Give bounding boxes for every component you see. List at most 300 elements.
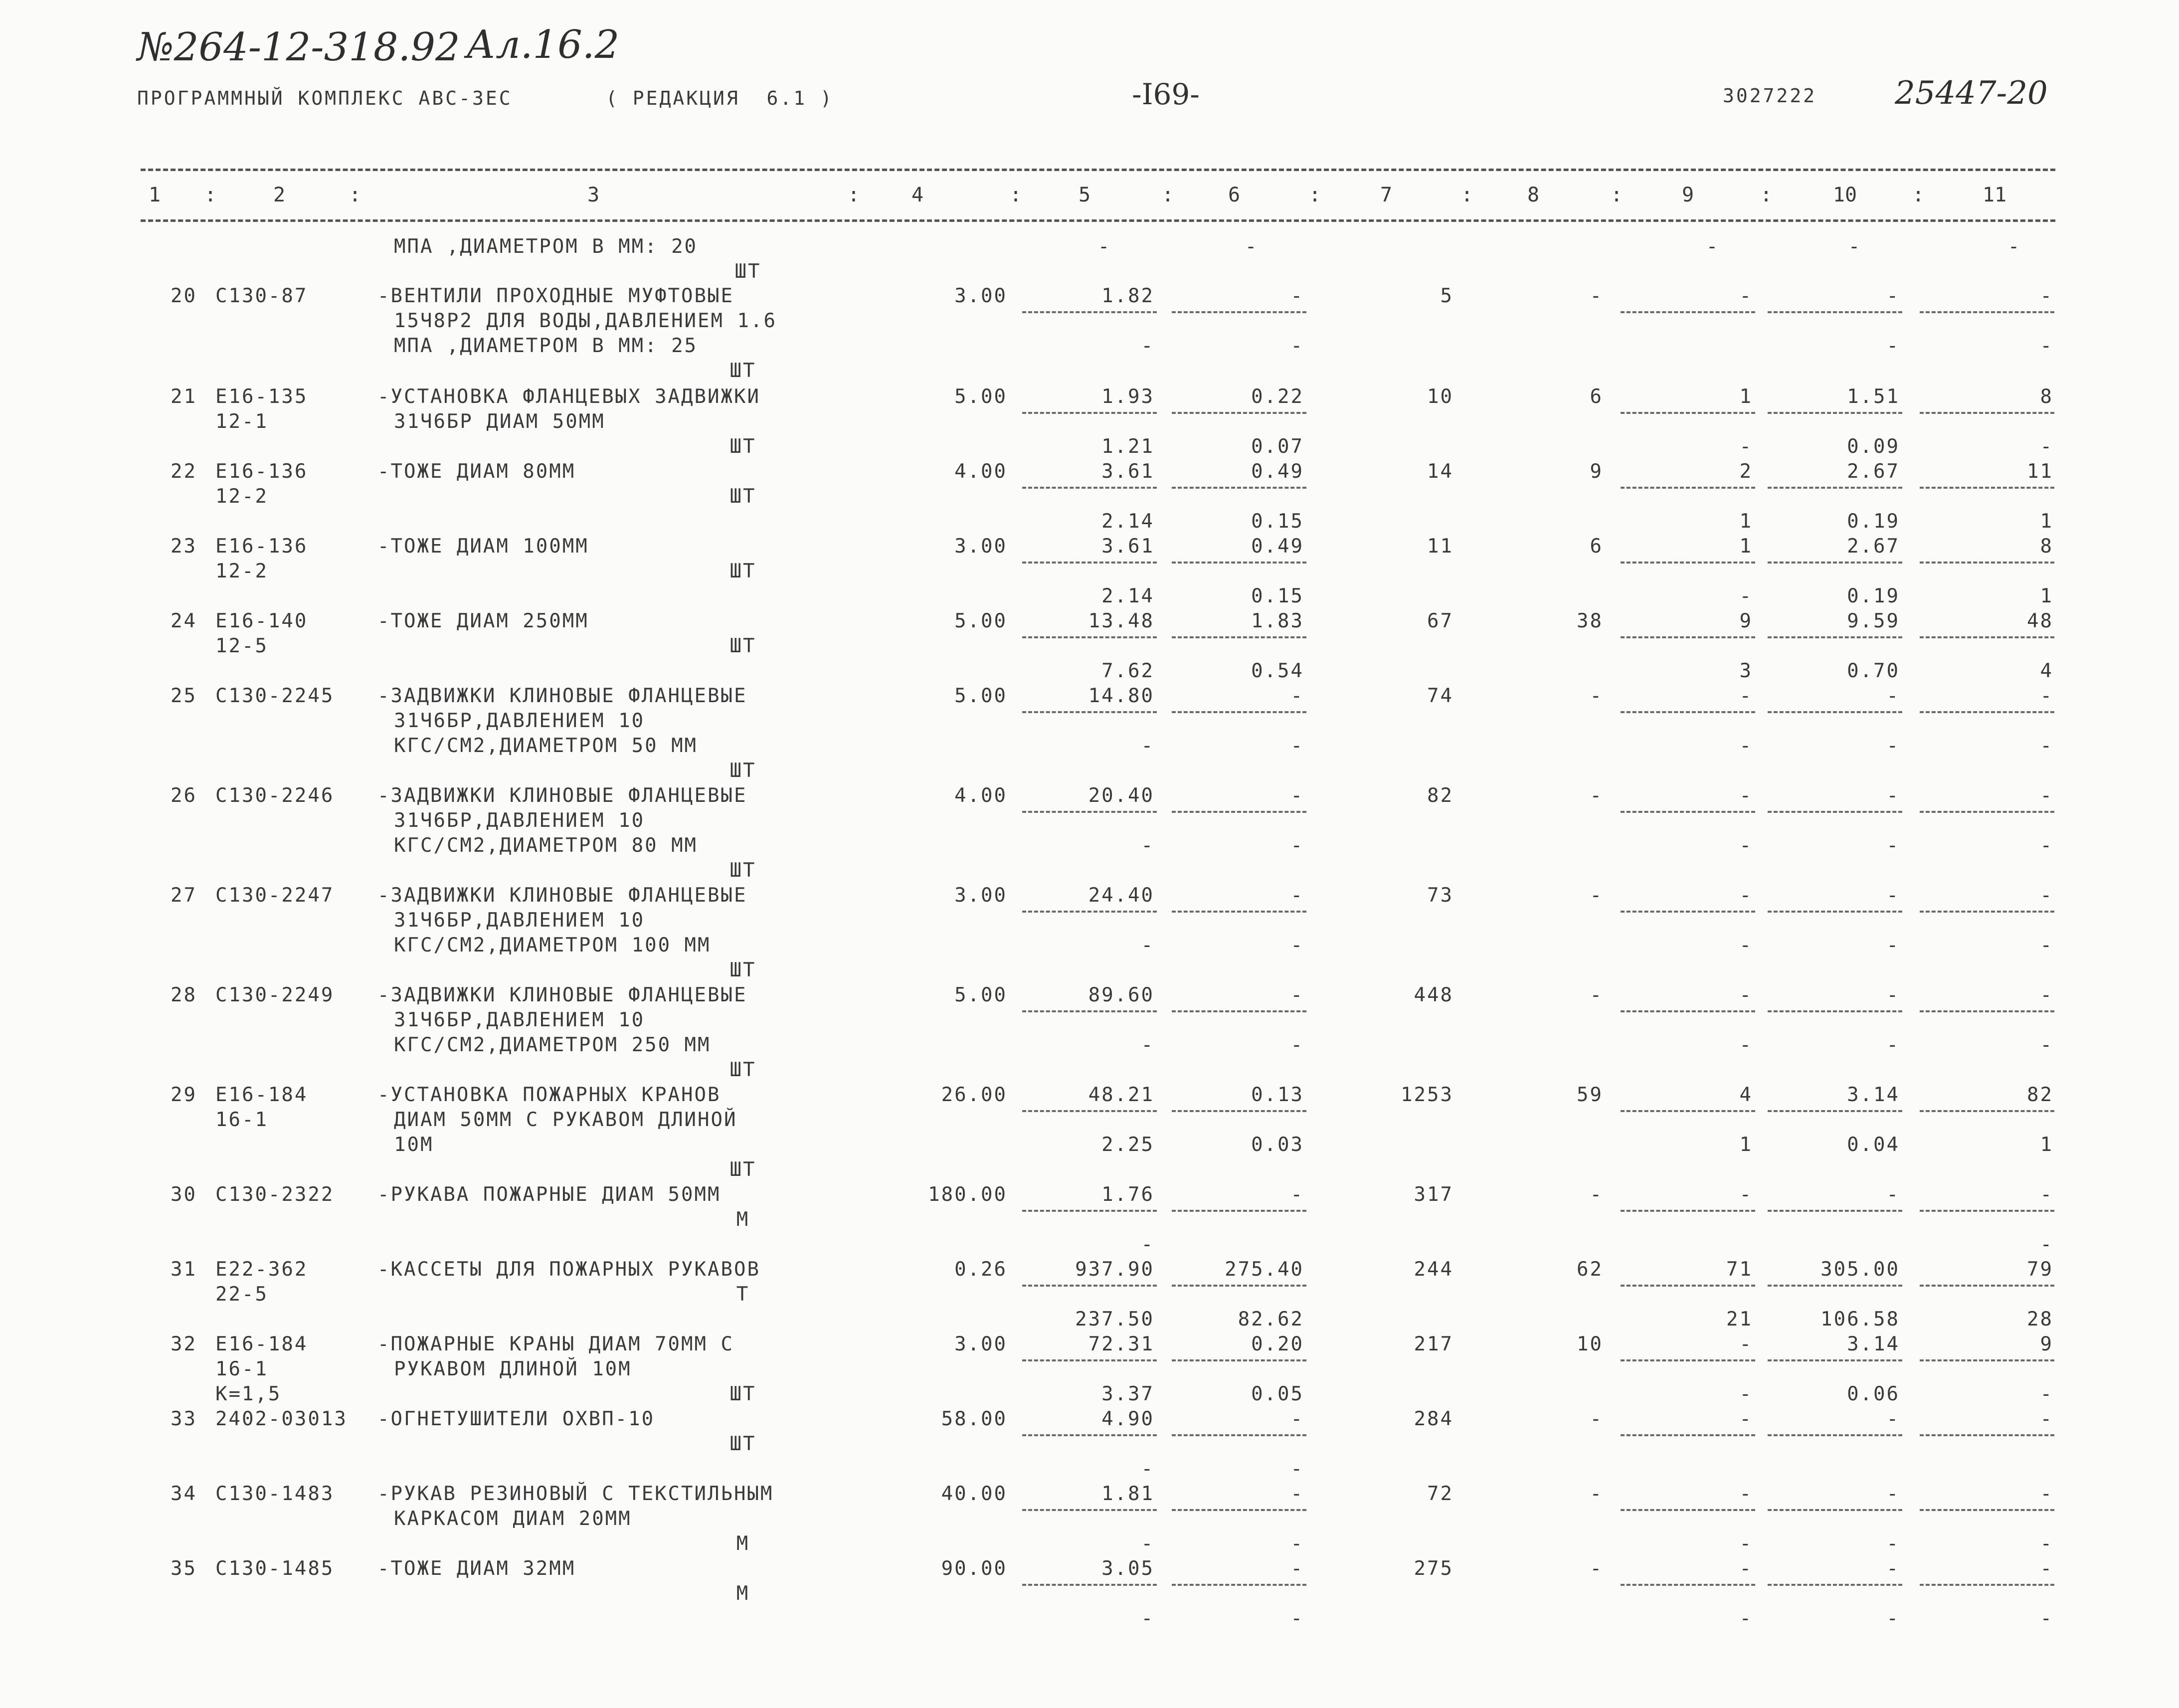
cell-col8-total: - [1590, 784, 1603, 807]
column-separator: : [1760, 184, 1773, 206]
item-code-subline: 12-2 [215, 560, 268, 582]
cell-col10-wage: - [1886, 934, 1900, 956]
subtotal-divider [1621, 811, 1755, 813]
item-number: 34 [171, 1483, 197, 1505]
item-code: С130-87 [215, 285, 308, 307]
cell-col9-total: 1 [1739, 385, 1753, 408]
cell-col6-wage: 0.15 [1251, 585, 1304, 607]
cell-col11-total: - [2040, 884, 2053, 907]
item-unit: Т [736, 1283, 750, 1306]
column-header-10: 10 [1832, 184, 1857, 206]
subtotal-divider [1920, 1509, 2054, 1511]
cell-col9-wage: - [1739, 435, 1753, 458]
cell-col5-wage: 1.21 [1101, 435, 1154, 458]
subtotal-divider [1621, 1285, 1755, 1287]
cell-col8-total: 38 [1577, 610, 1603, 632]
cell-col5-wage: - [1141, 1034, 1154, 1056]
item-number: 35 [171, 1557, 197, 1580]
subtotal-divider [1768, 1010, 1902, 1012]
item-description-line: КГС/СМ2,ДИАМЕТРОМ 100 ММ [394, 934, 711, 956]
cell-col6-wage: - [1290, 834, 1304, 857]
cell-col11-wage: - [2040, 1233, 2053, 1256]
item-description-line: -ЗАДВИЖКИ КЛИНОВЫЕ ФЛАНЦЕВЫЕ [377, 685, 747, 707]
cell-col10-total: - [1886, 1483, 1900, 1505]
item-description-line: -ТОЖЕ ДИАМ 100ММ [377, 535, 589, 558]
cell-col4-quantity: 0.26 [954, 1258, 1007, 1281]
cell-col5-wage: - [1141, 934, 1154, 956]
cell-col6-unit-cost: 0.49 [1251, 535, 1304, 558]
cell-col9-wage: - [1706, 235, 1720, 258]
subtotal-divider [1172, 711, 1306, 713]
cell-col4-quantity: 3.00 [954, 535, 1007, 558]
item-number: 26 [171, 784, 197, 807]
cell-col9-wage: - [1739, 834, 1753, 857]
cell-col9-total: - [1739, 784, 1753, 807]
cell-col5-unit-cost: 1.76 [1101, 1183, 1154, 1206]
item-description-line: 15Ч8Р2 ДЛЯ ВОДЫ,ДАВЛЕНИЕМ 1.6 [394, 310, 777, 332]
column-header-7: 7 [1380, 184, 1393, 206]
column-separator: : [1912, 184, 1925, 206]
cell-col10-wage: 0.19 [1847, 585, 1900, 607]
cell-col10-wage: - [1886, 735, 1900, 757]
cell-col10-total: - [1886, 1557, 1900, 1580]
cell-col7-total: 67 [1427, 610, 1453, 632]
cell-col10-total: 1.51 [1847, 385, 1900, 408]
item-unit: ШТ [729, 859, 756, 882]
cell-col7-total: 82 [1427, 784, 1453, 807]
item-code-subline: 12-2 [215, 485, 268, 508]
item-description-line: -ТОЖЕ ДИАМ 32ММ [377, 1557, 576, 1580]
cell-col6-unit-cost: 0.20 [1251, 1333, 1304, 1355]
cell-col9-wage: 1 [1739, 510, 1753, 533]
cell-col9-wage: 21 [1726, 1308, 1753, 1330]
cell-col5-unit-cost: 1.81 [1101, 1483, 1154, 1505]
cell-col9-total: 9 [1739, 610, 1753, 632]
subtotal-divider [1022, 811, 1157, 813]
cell-col10-total: 2.67 [1847, 460, 1900, 483]
item-code: С130-2322 [215, 1183, 335, 1206]
subtotal-divider [1621, 1434, 1755, 1436]
cell-col8-total: 6 [1590, 385, 1603, 408]
cell-col9-total: - [1739, 1408, 1753, 1430]
cell-col11-wage: - [2040, 1383, 2053, 1405]
cell-col4-quantity: 5.00 [954, 685, 1007, 707]
subtotal-divider [1768, 911, 1902, 913]
item-code-subline: 16-1 [215, 1358, 268, 1380]
cell-col9-total: - [1739, 884, 1753, 907]
cell-col6-unit-cost: - [1290, 984, 1304, 1006]
subtotal-divider [1920, 811, 2054, 813]
item-unit: ШТ [729, 1433, 756, 1455]
item-number: 32 [171, 1333, 197, 1355]
cell-col4-quantity: 40.00 [941, 1483, 1007, 1505]
cell-col10-wage: - [1886, 335, 1900, 357]
cell-col5-unit-cost: 937.90 [1075, 1258, 1154, 1281]
subtotal-divider [1768, 1509, 1902, 1511]
item-number: 28 [171, 984, 197, 1006]
subtotal-divider [1172, 1359, 1306, 1361]
cell-col6-wage: - [1290, 335, 1304, 357]
cell-col11-wage: - [2040, 1607, 2053, 1630]
cell-col5-wage: - [1141, 1607, 1154, 1630]
subtotal-divider [1768, 487, 1902, 489]
cell-col10-wage: 0.19 [1847, 510, 1900, 533]
item-unit: ШТ [729, 360, 756, 382]
cell-col6-wage: - [1290, 1458, 1304, 1480]
cell-col5-unit-cost: 1.93 [1101, 385, 1154, 408]
cell-col10-wage: 0.04 [1847, 1134, 1900, 1156]
cell-col5-wage: - [1141, 1458, 1154, 1480]
subtotal-divider [1768, 1285, 1902, 1287]
subtotal-divider [1920, 911, 2054, 913]
cell-col11-total: 11 [2027, 460, 2053, 483]
subtotal-divider [1022, 562, 1157, 564]
cell-col6-wage: - [1290, 934, 1304, 956]
cell-col4-quantity: 3.00 [954, 285, 1007, 307]
cell-col4-quantity: 58.00 [941, 1408, 1007, 1430]
cell-col10-wage: - [1886, 1532, 1900, 1555]
item-unit: ШТ [734, 260, 761, 283]
subtotal-divider [1920, 1359, 2054, 1361]
subtotal-divider [1172, 911, 1306, 913]
item-number: 33 [171, 1408, 197, 1430]
item-description-line: -ОГНЕТУШИТЕЛИ ОХВП-10 [377, 1408, 655, 1430]
cell-col5-wage: 2.25 [1101, 1134, 1154, 1156]
cell-col11-wage: - [2007, 235, 2021, 258]
item-code: С130-2247 [215, 884, 335, 907]
item-unit: ШТ [729, 435, 756, 458]
cell-col7-total: 448 [1414, 984, 1453, 1006]
cell-col4-quantity: 180.00 [928, 1183, 1007, 1206]
subtotal-divider [1768, 811, 1902, 813]
item-unit: М [736, 1582, 750, 1605]
cell-col11-total: - [2040, 984, 2053, 1006]
item-unit: М [736, 1532, 750, 1555]
subtotal-divider [1172, 1434, 1306, 1436]
subtotal-divider [1621, 636, 1755, 638]
cell-col5-unit-cost: 48.21 [1088, 1084, 1154, 1106]
item-code: С130-1483 [215, 1483, 335, 1505]
cell-col10-total: 3.14 [1847, 1333, 1900, 1355]
subtotal-divider [1920, 487, 2054, 489]
item-description-line: 31Ч6БР,ДАВЛЕНИЕМ 10 [394, 809, 645, 832]
item-description-line: 31Ч6БР,ДАВЛЕНИЕМ 10 [394, 909, 645, 932]
cell-col10-total: - [1886, 1183, 1900, 1206]
subtotal-divider [1920, 1584, 2054, 1586]
cell-col6-unit-cost: 275.40 [1225, 1258, 1304, 1281]
item-unit: ШТ [729, 635, 756, 657]
item-number: 23 [171, 535, 197, 558]
subtotal-divider [1920, 1010, 2054, 1012]
item-description-line: 31Ч6БР ДИАМ 50ММ [394, 410, 605, 433]
item-description-line: КАРКАСОМ ДИАМ 20ММ [394, 1508, 632, 1530]
cell-col11-total: - [2040, 685, 2053, 707]
cell-col7-total: 275 [1414, 1557, 1453, 1580]
item-description-line: МПА ,ДИАМЕТРОМ В ММ: 25 [394, 335, 698, 357]
cell-col10-total: - [1886, 285, 1900, 307]
cell-col4-quantity: 90.00 [941, 1557, 1007, 1580]
cell-col6-wage: - [1290, 735, 1304, 757]
cell-col11-total: 82 [2027, 1084, 2053, 1106]
item-code: Е16-136 [215, 535, 308, 558]
cell-col10-total: - [1886, 685, 1900, 707]
column-header-9: 9 [1681, 184, 1694, 206]
cell-col9-wage: - [1739, 1383, 1753, 1405]
cell-col11-total: 9 [2040, 1333, 2053, 1355]
cell-col5-wage: - [1141, 735, 1154, 757]
subtotal-divider [1621, 311, 1755, 313]
cell-col10-wage: 106.58 [1820, 1308, 1900, 1330]
cell-col6-wage: - [1245, 235, 1259, 258]
cell-col8-total: - [1590, 1557, 1603, 1580]
cell-col11-wage: - [2040, 934, 2053, 956]
column-separator: : [349, 184, 362, 206]
subtotal-divider [1768, 562, 1902, 564]
cell-col8-total: 59 [1577, 1084, 1603, 1106]
cell-col9-wage: - [1739, 1607, 1753, 1630]
item-unit: ШТ [729, 1158, 756, 1181]
item-code: 2402-03013 [215, 1408, 348, 1430]
item-number: 25 [171, 685, 197, 707]
item-code: С130-1485 [215, 1557, 335, 1580]
cell-col11-total: 48 [2027, 610, 2053, 632]
subtotal-divider [1172, 636, 1306, 638]
cell-col5-wage: - [1141, 1233, 1154, 1256]
subtotal-divider [1172, 1509, 1306, 1511]
subtotal-divider [1920, 636, 2054, 638]
cell-col5-unit-cost: 3.61 [1101, 535, 1154, 558]
subtotal-divider [1022, 711, 1157, 713]
subtotal-divider [1768, 1584, 1902, 1586]
item-description-line: РУКАВОМ ДЛИНОЙ 10М [394, 1358, 632, 1380]
item-description-line: ДИАМ 50ММ С РУКАВОМ ДЛИНОЙ [394, 1109, 737, 1131]
cell-col7-total: 11 [1427, 535, 1453, 558]
subtotal-divider [1920, 711, 2054, 713]
cell-col7-total: 14 [1427, 460, 1453, 483]
item-unit: М [736, 1208, 750, 1231]
item-description-line: -ЗАДВИЖКИ КЛИНОВЫЕ ФЛАНЦЕВЫЕ [377, 784, 747, 807]
column-header-4: 4 [911, 184, 924, 206]
subtotal-divider [1768, 1210, 1902, 1212]
cell-col5-unit-cost: 89.60 [1088, 984, 1154, 1006]
subtotal-divider [1172, 311, 1306, 313]
item-description-line: -РУКАВ РЕЗИНОВЫЙ С ТЕКСТИЛЬНЫМ [377, 1483, 774, 1505]
item-description-line: МПА ,ДИАМЕТРОМ В ММ: 20 [394, 235, 698, 258]
cell-col5-unit-cost: 13.48 [1088, 610, 1154, 632]
subtotal-divider [1022, 1359, 1157, 1361]
cell-col5-wage: - [1097, 235, 1111, 258]
item-unit: ШТ [729, 1383, 756, 1405]
cell-col9-total: - [1739, 1183, 1753, 1206]
item-description-line: -УСТАНОВКА ПОЖАРНЫХ КРАНОВ [377, 1084, 721, 1106]
subtotal-divider [1920, 1285, 2054, 1287]
cell-col4-quantity: 26.00 [941, 1084, 1007, 1106]
subtotal-divider [1768, 311, 1902, 313]
cell-col11-wage: 28 [2027, 1308, 2053, 1330]
subtotal-divider [1621, 412, 1755, 414]
subtotal-divider [1172, 1210, 1306, 1212]
item-description-line: -ПОЖАРНЫЕ КРАНЫ ДИАМ 70ММ С [377, 1333, 734, 1355]
cell-col6-unit-cost: - [1290, 1483, 1304, 1505]
cell-col10-total: - [1886, 1408, 1900, 1430]
column-separator: : [1461, 184, 1473, 206]
cell-col5-wage: 2.14 [1101, 510, 1154, 533]
item-unit: ШТ [729, 959, 756, 981]
column-header-6: 6 [1228, 184, 1241, 206]
cell-col10-total: - [1886, 784, 1900, 807]
cell-col5-wage: - [1141, 335, 1154, 357]
item-number: 20 [171, 285, 197, 307]
item-description-line: 31Ч6БР,ДАВЛЕНИЕМ 10 [394, 1009, 645, 1031]
item-unit: ШТ [729, 1059, 756, 1081]
subtotal-divider [1022, 1210, 1157, 1212]
cell-col6-unit-cost: - [1290, 884, 1304, 907]
item-description-line: -РУКАВА ПОЖАРНЫЕ ДИАМ 50ММ [377, 1183, 721, 1206]
item-code: Е16-136 [215, 460, 308, 483]
cell-col8-total: - [1590, 984, 1603, 1006]
cell-col4-quantity: 4.00 [954, 460, 1007, 483]
subtotal-divider [1621, 1509, 1755, 1511]
column-header-1: 1 [148, 184, 161, 206]
page-number: -I69- [1132, 77, 1200, 111]
subtotal-divider [1172, 487, 1306, 489]
subtotal-divider [1920, 562, 2054, 564]
cell-col7-total: 5 [1440, 285, 1453, 307]
cell-col9-total: - [1739, 685, 1753, 707]
column-header-2: 2 [273, 184, 286, 206]
cell-col8-total: 9 [1590, 460, 1603, 483]
cell-col11-total: 8 [2040, 385, 2053, 408]
cell-col8-total: - [1590, 285, 1603, 307]
subtotal-divider [1022, 311, 1157, 313]
item-number: 29 [171, 1084, 197, 1106]
cell-col5-unit-cost: 3.61 [1101, 460, 1154, 483]
cell-col4-quantity: 5.00 [954, 385, 1007, 408]
cell-col6-wage: 82.62 [1238, 1308, 1304, 1330]
cell-col8-total: 6 [1590, 535, 1603, 558]
cell-col10-total: - [1886, 884, 1900, 907]
cell-col10-wage: - [1886, 1607, 1900, 1630]
cell-col10-total: 9.59 [1847, 610, 1900, 632]
item-number: 27 [171, 884, 197, 907]
cell-col5-unit-cost: 3.05 [1101, 1557, 1154, 1580]
cell-col10-wage: - [1886, 1034, 1900, 1056]
subtotal-divider [1768, 1434, 1902, 1436]
cell-col6-wage: - [1290, 1034, 1304, 1056]
item-description-line: КГС/СМ2,ДИАМЕТРОМ 50 ММ [394, 735, 698, 757]
subtotal-divider [1621, 562, 1755, 564]
subtotal-divider [1022, 1434, 1157, 1436]
item-code: Е16-184 [215, 1333, 308, 1355]
cell-col6-wage: - [1290, 1532, 1304, 1555]
cell-col6-wage: 0.03 [1251, 1134, 1304, 1156]
column-header-5: 5 [1078, 184, 1091, 206]
cell-col11-wage: 1 [2040, 510, 2053, 533]
item-description-line: 31Ч6БР,ДАВЛЕНИЕМ 10 [394, 710, 645, 732]
cell-col4-quantity: 3.00 [954, 1333, 1007, 1355]
cell-col8-total: - [1590, 1483, 1603, 1505]
item-code: Е22-362 [215, 1258, 308, 1281]
cell-col9-wage: - [1739, 934, 1753, 956]
item-description-line: -ВЕНТИЛИ ПРОХОДНЫЕ МУФТОВЫЕ [377, 285, 734, 307]
cell-col10-total: 305.00 [1820, 1258, 1900, 1281]
item-description-line: -ТОЖЕ ДИАМ 250ММ [377, 610, 589, 632]
cell-col5-unit-cost: 20.40 [1088, 784, 1154, 807]
header-rule-bottom [141, 219, 2055, 222]
item-description-line: -ЗАДВИЖКИ КЛИНОВЫЕ ФЛАНЦЕВЫЕ [377, 884, 747, 907]
cell-col11-total: - [2040, 1408, 2053, 1430]
cell-col10-wage: 0.06 [1847, 1383, 1900, 1405]
cell-col10-wage: 0.70 [1847, 660, 1900, 682]
cell-col10-wage: - [1886, 834, 1900, 857]
subtotal-divider [1621, 1584, 1755, 1586]
subtotal-divider [1920, 311, 2054, 313]
item-unit: ШТ [729, 759, 756, 782]
subtotal-divider [1172, 1110, 1306, 1112]
cell-col5-wage: 237.50 [1075, 1308, 1154, 1330]
cell-col9-total: - [1739, 1333, 1753, 1355]
item-description-line: -ТОЖЕ ДИАМ 80ММ [377, 460, 576, 483]
cell-col9-total: - [1739, 984, 1753, 1006]
subtotal-divider [1621, 487, 1755, 489]
subtotal-divider [1022, 1110, 1157, 1112]
cell-col11-total: - [2040, 1483, 2053, 1505]
cell-col4-quantity: 5.00 [954, 610, 1007, 632]
cell-col11-wage: - [2040, 1532, 2053, 1555]
cell-col9-total: 1 [1739, 535, 1753, 558]
subtotal-divider [1172, 1285, 1306, 1287]
subtotal-divider [1920, 1434, 2054, 1436]
cell-col10-wage: 0.09 [1847, 435, 1900, 458]
cell-col11-total: 79 [2027, 1258, 2053, 1281]
subtotal-divider [1920, 1210, 2054, 1212]
cell-col5-wage: 7.62 [1101, 660, 1154, 682]
item-code: С130-2249 [215, 984, 335, 1006]
cell-col11-wage: 1 [2040, 1134, 2053, 1156]
cell-col9-total: - [1739, 285, 1753, 307]
cell-col9-wage: - [1739, 1034, 1753, 1056]
subtotal-divider [1621, 1110, 1755, 1112]
cell-col6-unit-cost: - [1290, 784, 1304, 807]
cell-col6-wage: 0.07 [1251, 435, 1304, 458]
cell-col9-wage: 1 [1739, 1134, 1753, 1156]
subtotal-divider [1172, 811, 1306, 813]
handwritten-album-number: Ал.16.2 [466, 22, 620, 67]
item-code: Е16-135 [215, 385, 308, 408]
column-header-11: 11 [1982, 184, 2007, 206]
cell-col6-unit-cost: - [1290, 685, 1304, 707]
cell-col5-unit-cost: 4.90 [1101, 1408, 1154, 1430]
cell-col9-wage: - [1739, 585, 1753, 607]
cell-col7-total: 317 [1414, 1183, 1453, 1206]
cell-col6-wage: 0.15 [1251, 510, 1304, 533]
subtotal-divider [1022, 1584, 1157, 1586]
cell-col11-wage: - [2040, 735, 2053, 757]
header-rule-top [141, 169, 2055, 171]
edition-label: ( РЕДАКЦИЯ 6.1 ) [606, 87, 834, 109]
program-title: ПРОГРАММНЫЙ КОМПЛЕКС АВС-3ЕС [137, 87, 513, 109]
cell-col4-quantity: 5.00 [954, 984, 1007, 1006]
cell-col11-total: 8 [2040, 535, 2053, 558]
item-description-line: -КАССЕТЫ ДЛЯ ПОЖАРНЫХ РУКАВОВ [377, 1258, 760, 1281]
subtotal-divider [1768, 1110, 1902, 1112]
column-separator: : [848, 184, 860, 206]
column-header-8: 8 [1527, 184, 1540, 206]
cell-col9-wage: - [1739, 1532, 1753, 1555]
subtotal-divider [1768, 1359, 1902, 1361]
document-code: 3027222 [1723, 85, 1817, 107]
column-separator: : [1309, 184, 1321, 206]
